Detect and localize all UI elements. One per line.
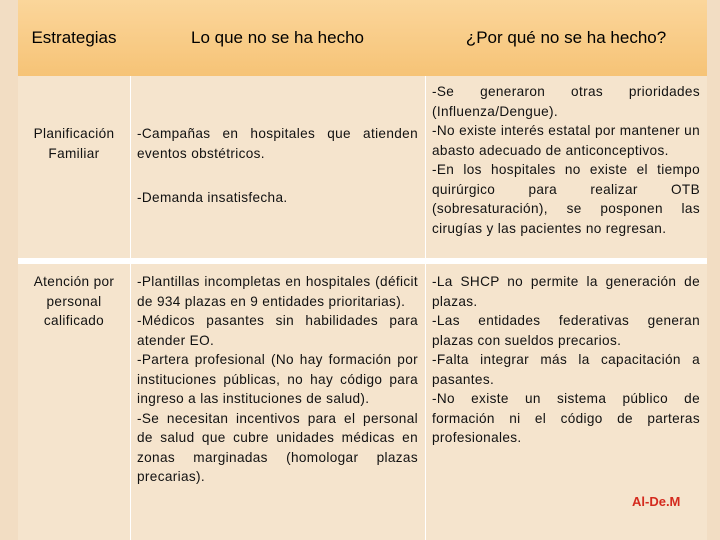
not-done-cell — [137, 188, 418, 208]
column-divider — [130, 76, 131, 540]
why-item: -Falta integrar más la capacitación a pasantes. — [432, 352, 700, 387]
header-strategies: Estrategias — [18, 0, 130, 76]
not-done-item: -Plantillas incompletas en hospitales (déficit de 934 plazas en 9 entidades prioritarias). — [137, 274, 418, 309]
header-not-done: Lo que no se ha hecho — [130, 0, 425, 76]
why-item: -En los hospitales no existe el tiempo quirúrgico para realizar OTB (sobresaturación), se posponen las cirugías y las pacientes no regresan. — [432, 162, 700, 236]
why-cell — [432, 272, 700, 448]
why-item: -No existe interés estatal por mantener un abasto adecuado de anticonceptivos. — [432, 123, 700, 158]
not-done-cell — [137, 272, 418, 487]
row-divider — [18, 258, 707, 264]
why-item: -Se generaron otras prioridades (Influenza/Dengue). — [432, 84, 700, 119]
not-done-item: -Partera profesional (No hay formación por instituciones públicas, no hay código para ingreso a las instituciones de salud). — [137, 352, 418, 406]
not-done-item: -Campañas en hospitales que atienden eventos obstétricos. — [137, 126, 418, 161]
not-done-item: -Demanda insatisfecha. — [137, 190, 288, 205]
why-item: -La SHCP no permite la generación de plazas. — [432, 274, 700, 309]
not-done-item: -Médicos pasantes sin habilidades para atender EO. — [137, 313, 418, 348]
why-item: -No existe un sistema público de formación ni el código de parteras profesionales. — [432, 391, 700, 445]
why-cell — [432, 82, 700, 238]
strategy-cell: Planificación Familiar — [33, 126, 115, 161]
strategy-cell: Atención por personal calificado — [33, 274, 115, 328]
brand-logo-text: Al-De.M — [632, 494, 681, 509]
not-done-cell — [137, 124, 418, 163]
why-item: -Las entidades federativas generan plazas con sueldos precarios. — [432, 313, 700, 348]
header-why: ¿Por qué no se ha hecho? — [425, 0, 707, 76]
not-done-item: -Se necesitan incentivos para el personal de salud que cubre unidades médicas en zonas marginadas (homologar plazas precarias). — [137, 410, 418, 484]
column-divider — [425, 76, 426, 540]
